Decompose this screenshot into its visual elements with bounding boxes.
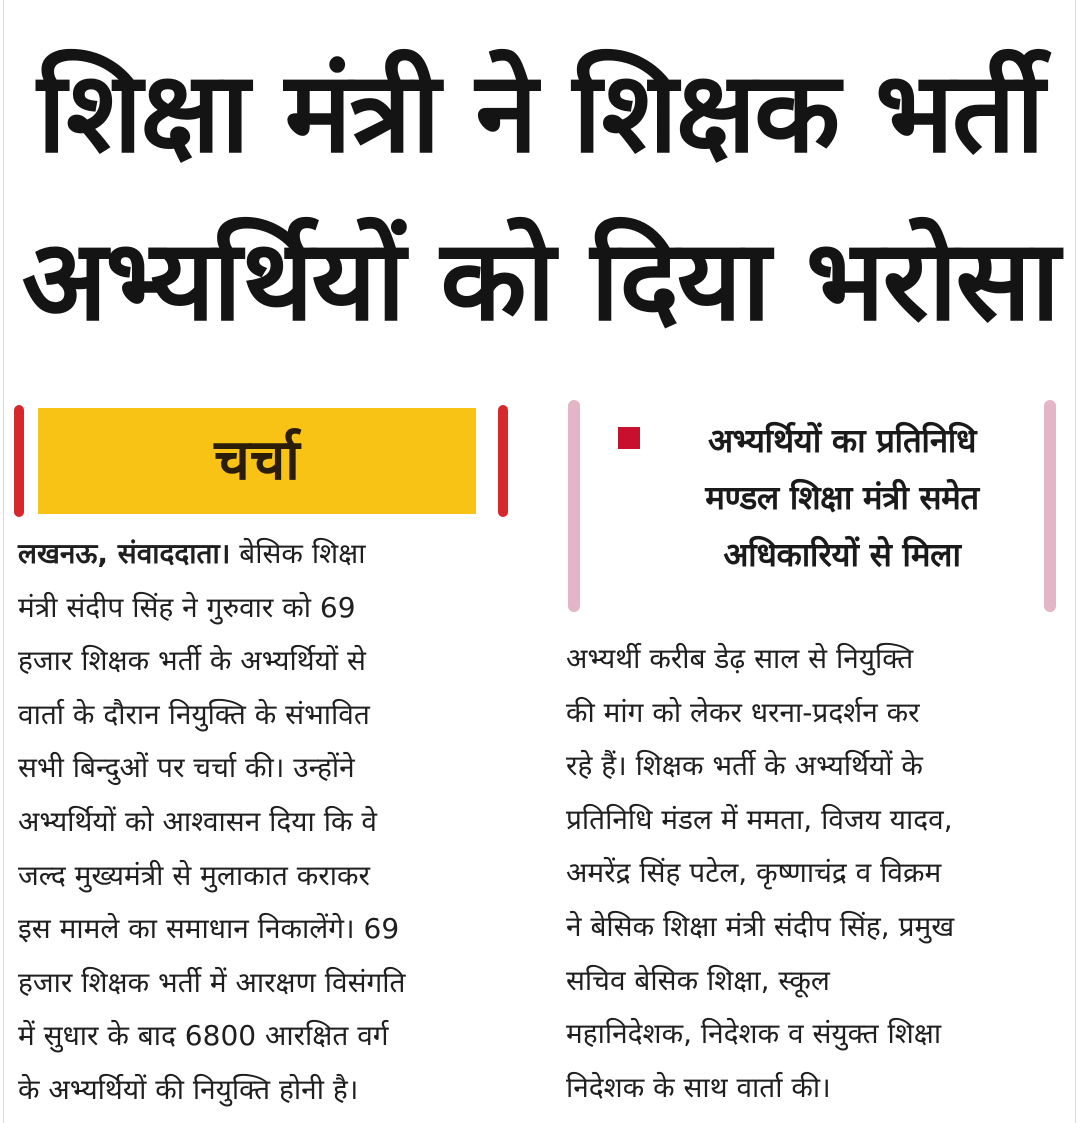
article-line: अभ्यर्थियों को आश्वासन दिया कि वे [18,804,377,838]
article-line: हजार शिक्षक भर्ती में आरक्षण विसंगति [18,965,406,999]
article-column-left [18,527,518,1117]
article-line: अभ्यर्थी करीब डेढ़ साल से नियुक्ति [566,642,914,675]
article-line: मंत्री संदीप सिंह ने गुरुवार को 69 [18,590,356,624]
tag-bracket-right [498,405,508,517]
article-line: की मांग को लेकर धरना-प्रदर्शन कर [566,695,920,729]
bullet-square-icon [618,427,640,449]
article-line: इस मामले का समाधान निकालेंगे। 69 [18,912,400,946]
subhead [652,412,1032,583]
article-line: सभी बिन्दुओं पर चर्चा की। उन्होंने [18,751,355,785]
article-line: में सुधार के बाद 6800 आरक्षित वर्ग [18,1019,389,1053]
headline-line-2: अभ्यर्थियों को दिया भरोसा [21,216,1059,346]
article-line: रहे हैं। शिक्षक भर्ती के अभ्यर्थियों के [566,749,923,783]
article-line: अमरेंद्र सिंह पटेल, कृष्णाचंद्र व विक्रम [566,856,942,890]
article-line: के अभ्यर्थियों की नियुक्ति होनी है। [18,1072,359,1106]
dateline: लखनऊ, संवाददाता। [18,537,231,570]
article-line: वार्ता के दौरान नियुक्ति के संभावित [18,697,370,731]
article-line: सचिव बेसिक शिक्षा, स्कूल [566,963,830,997]
article-line: ने बेसिक शिक्षा मंत्री संदीप सिंह, प्रमुख [566,909,955,943]
subhead-line: मण्डल शिक्षा मंत्री समेत [705,478,979,517]
section-tag: चर्चा [38,408,476,514]
article-line: हजार शिक्षक भर्ती के अभ्यर्थियों से [18,644,366,678]
article-line-text: बेसिक शिक्षा [239,537,366,570]
article-line: जल्द मुख्यमंत्री से मुलाकात कराकर [18,858,370,892]
article-line [18,527,518,581]
subhead-bar-left [568,400,580,612]
tag-bracket-left [14,405,24,517]
subhead-bar-right [1044,400,1056,612]
subhead-line: अभ्यर्थियों का प्रतिनिधि [707,421,977,460]
subhead-line: अधिकारियों से मिला [723,535,961,574]
article-line: प्रतिनिधि मंडल में ममता, विजय यादव, [566,802,953,836]
article-column-right [566,632,1066,1114]
article-line: निदेशक के साथ वार्ता की। [566,1070,831,1104]
headline-line-1: शिक्षा मंत्री ने शिक्षक भर्ती [37,48,1043,178]
article-line: महानिदेशक, निदेशक व संयुक्त शिक्षा [566,1017,942,1051]
